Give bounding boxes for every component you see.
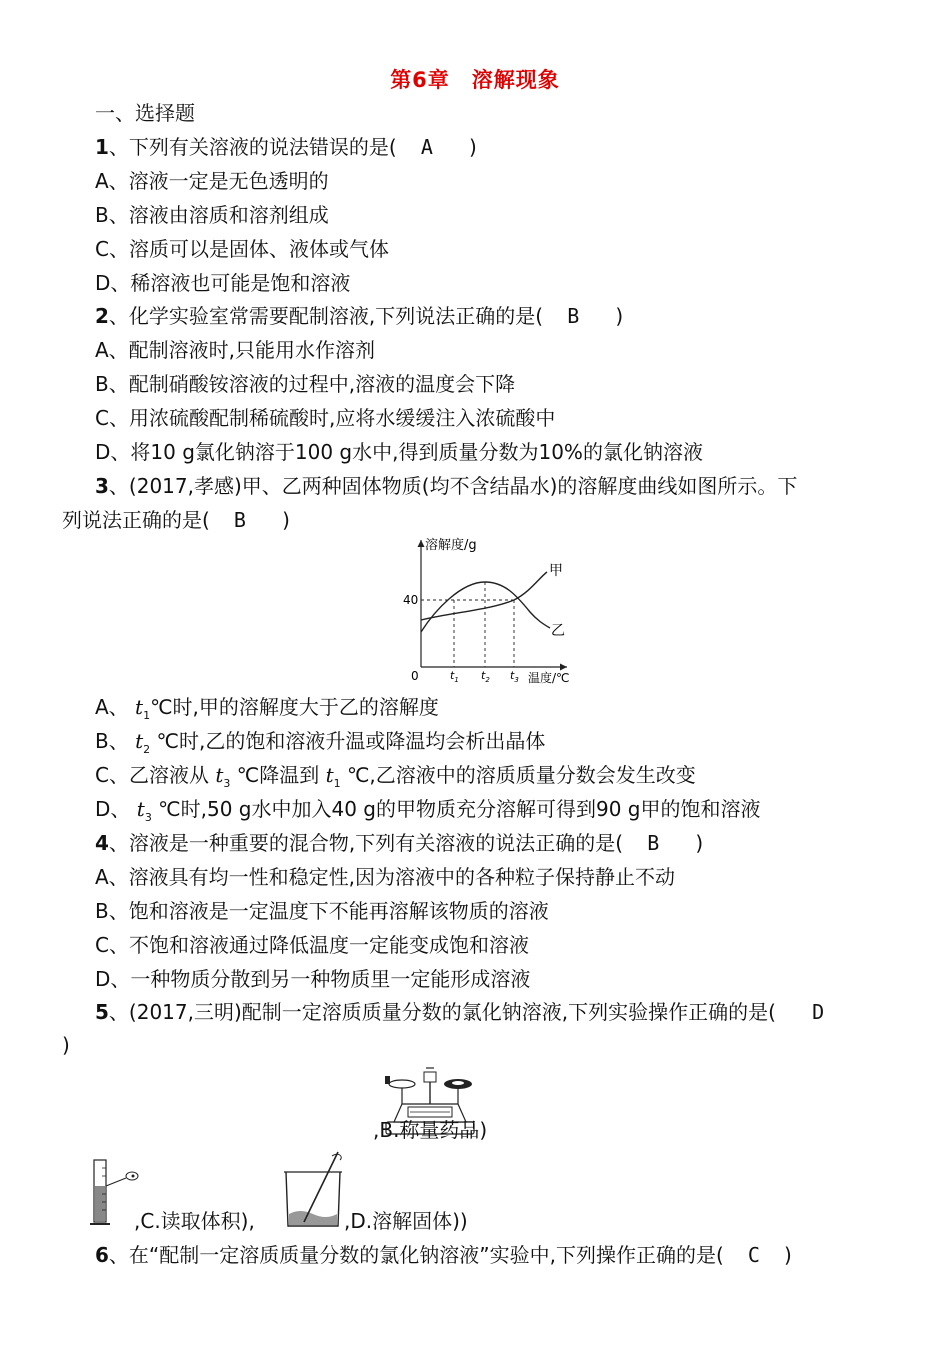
option-c: C、溶质可以是固体、液体或气体: [95, 237, 389, 261]
option-b: B、溶液由溶质和溶剂组成: [95, 203, 329, 227]
question-number: 5: [95, 1000, 109, 1024]
option-a: A、配制溶液时,只能用水作溶剂: [95, 338, 376, 362]
question-5-close: ): [62, 1033, 70, 1057]
answer: C: [747, 1243, 760, 1267]
y-tick-label: 40: [403, 593, 419, 607]
solubility-curve-figure: [395, 532, 595, 690]
question-stem: 、下列有关溶液的说法错误的是(: [108, 135, 397, 159]
answer: A: [420, 135, 433, 159]
question-2: 2、化学实验室常需要配制溶液,下列说法正确的是( B ): [95, 304, 624, 328]
curve-jia: [421, 572, 547, 620]
beaker-stirring-image: [280, 1148, 352, 1232]
question-stem: 、溶液是一种重要的混合物,下列有关溶液的说法正确的是(: [108, 831, 624, 855]
origin-label: 0: [411, 669, 419, 683]
series-label-jia: 甲: [549, 563, 563, 579]
option-d: D、将10 g氯化钠溶于100 g水中,得到质量分数为10%的氯化钠溶液: [95, 440, 703, 464]
question-stem: 、在“配制一定溶质质量分数的氯化钠溶液”实验中,下列操作正确的是(: [108, 1243, 724, 1267]
answer: B: [647, 831, 660, 855]
question-number: 4: [95, 831, 109, 855]
caption-c: ,C.读取体积),: [134, 1209, 255, 1233]
option-d: D、一种物质分散到另一种物质里一定能形成溶液: [95, 967, 531, 991]
answer: B: [233, 508, 246, 532]
option-a: A、溶液具有均一性和稳定性,因为溶液中的各种粒子保持静止不动: [95, 865, 676, 889]
question-6: 6、在“配制一定溶质质量分数的氯化钠溶液”实验中,下列操作正确的是( C ): [95, 1243, 792, 1267]
x-tick-t3: $t_3$: [510, 669, 519, 684]
section-heading: 一、选择题: [95, 101, 195, 125]
question-number: 3: [95, 474, 109, 498]
option-a: A、 $t_1℃$时,甲的溶解度大于乙的溶解度: [95, 695, 439, 722]
x-tick-t2: $t_2$: [481, 669, 490, 684]
option-b: B、配制硝酸铵溶液的过程中,溶液的温度会下降: [95, 372, 516, 396]
question-number: 6: [95, 1243, 109, 1267]
question-4: 4、溶液是一种重要的混合物,下列有关溶液的说法正确的是( B ): [95, 831, 704, 855]
option-c: C、乙溶液从 $t_3$ ℃降温到 $t_1$ ℃,乙溶液中的溶质质量分数会发生改变: [95, 763, 696, 790]
question-number: 1: [95, 135, 109, 159]
chapter-title: 第6章 溶解现象: [390, 68, 560, 92]
option-c: C、用浓硫酸配制稀硫酸时,应将水缓缓注入浓硫酸中: [95, 406, 556, 430]
option-d: D、 $t_3$ ℃时,50 g水中加入40 g的甲物质充分溶解可得到90 g甲的饱和溶液: [95, 797, 761, 824]
option-d: D、稀溶液也可能是饱和溶液: [95, 271, 351, 295]
question-stem: 、(2017,三明)配制一定溶质质量分数的氯化钠溶液,下列实验操作正确的是(: [108, 1000, 776, 1024]
question-1: 1、下列有关溶液的说法错误的是( A ): [95, 135, 477, 159]
caption-d: ,D.溶解固体)): [344, 1209, 468, 1233]
caption-b: ,B.称量药品): [373, 1118, 488, 1142]
question-stem: 、化学实验室常需要配制溶液,下列说法正确的是(: [108, 304, 544, 328]
x-axis-label: 温度/℃: [528, 671, 570, 685]
answer: D: [812, 1000, 825, 1024]
series-label-yi: 乙: [551, 623, 565, 639]
option-a: A、溶液一定是无色透明的: [95, 169, 329, 193]
x-tick-t1: $t_1$: [450, 669, 459, 684]
answer: B: [567, 304, 580, 328]
question-3: [95, 473, 797, 499]
question-5: [95, 999, 824, 1025]
option-b: B、饱和溶液是一定温度下不能再溶解该物质的溶液: [95, 899, 549, 923]
question-stem: 、(2017,孝感)甲、乙两种固体物质(均不含结晶水)的溶解度曲线如图所示。下: [108, 474, 798, 498]
question-number: 2: [95, 304, 109, 328]
question-3-cont: 列说法正确的是( B ): [62, 508, 290, 532]
option-c: C、不饱和溶液通过降低温度一定能变成饱和溶液: [95, 933, 529, 957]
curve-yi: [421, 582, 550, 632]
option-b: B、 $t_2$ ℃时,乙的饱和溶液升温或降温均会析出晶体: [95, 729, 546, 756]
y-axis-label: 溶解度/g: [425, 538, 477, 553]
